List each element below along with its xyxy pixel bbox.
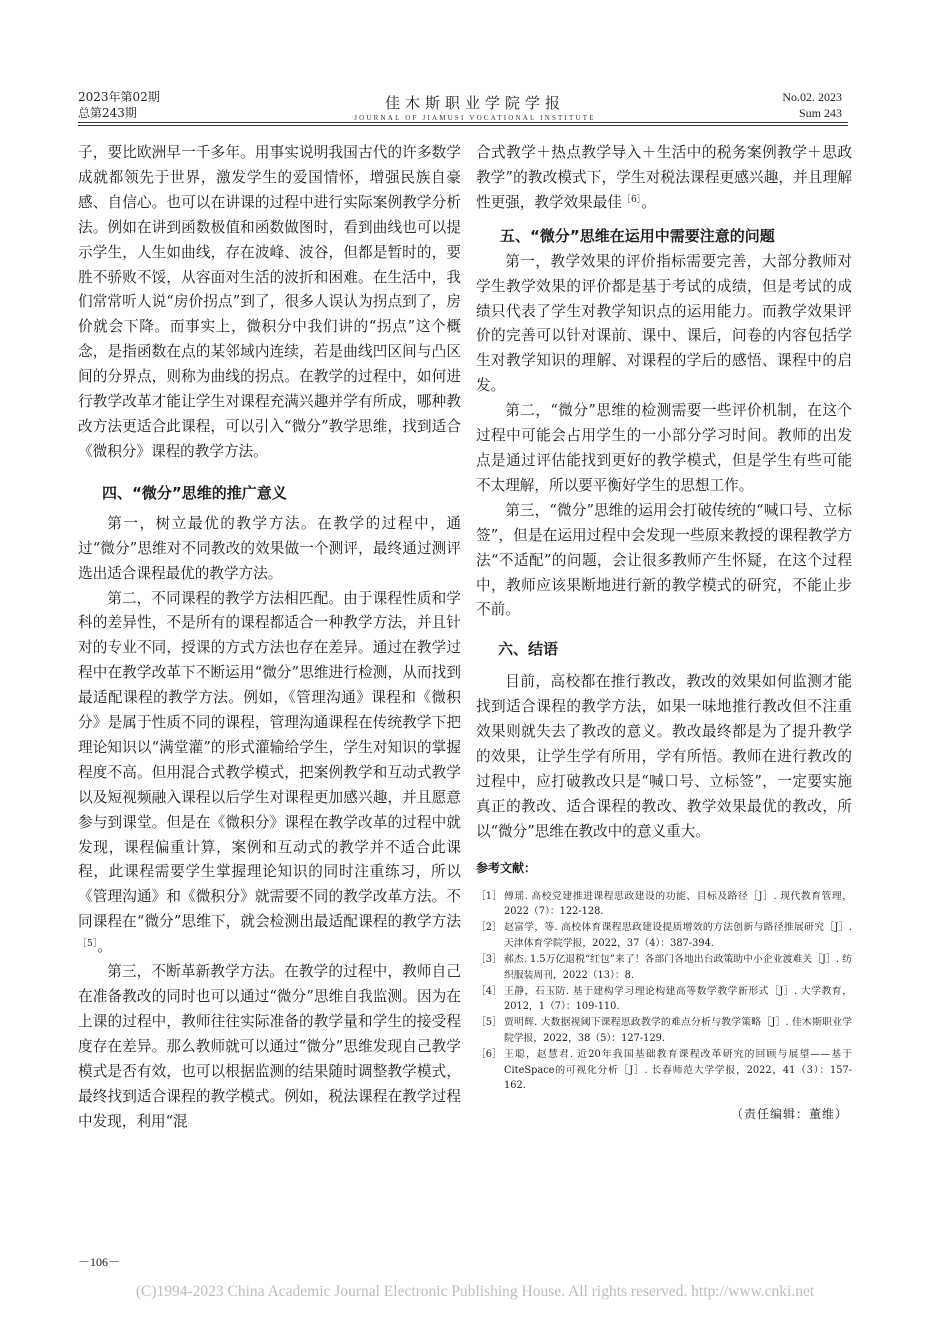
reference-item (476, 889, 852, 920)
header-no: No.02. 2023 (782, 90, 842, 104)
paragraph: 第一，教学效果的评价指标需要完善，大部分教师对学生教学效果的评价都是基于考试的成绩，但是考试的成绩只代表了学生对教学知识点的运用能力。而教学效果评价的完善可以针对课前、课中、课后，问卷的内容包括学生对教学知识的理解、对课程的学后的感悟、课程中的启发。 (476, 252, 852, 395)
reference-text: 贾明辉. 大数据视阈下课程思政教学的难点分析与教学策略［J］. 佳木斯职业学院学报，2022，38（5）：127-129. (504, 1017, 852, 1044)
left-column (78, 141, 461, 1134)
paragraph (476, 141, 852, 216)
reference-text: 郝杰. 1.5万亿退税“红包”来了！各部门各地出台政策助中小企业渡难关［J］. 纺织服装周刊，2022（13）：8. (504, 953, 852, 981)
page-number: －106－ (78, 1255, 121, 1269)
header-rule-top (78, 122, 848, 123)
section-heading: 六、结语 (498, 640, 559, 659)
header-year-issue: 2023年第02期 (78, 90, 160, 104)
right-column (476, 141, 852, 1127)
paragraph-text: 合式教学＋热点教学导入＋生活中的税务案例教学＋思政教学”的教改模式下，学生对税法课程更感兴趣，并且理解性更强，教学效果最佳 (476, 144, 852, 211)
reference-number: ［4］ (476, 985, 502, 997)
reference-text: 傅瑶. 高校党建推进课程思政建设的功能、目标及路径［J］. 现代教育管理，2022（7）：122-128. (504, 890, 852, 918)
reference-text: 王聪，赵慧君. 近20年我国基础教育课程改革研究的回顾与展望——基于CiteSpace的可视化分析［J］. 长春师范大学学报，2022，41（3）：157-162. (504, 1049, 852, 1092)
reference-item (476, 920, 852, 951)
reference-number: ［2］ (476, 922, 502, 934)
paragraph: 子，要比欧洲早一千多年。用事实说明我国古代的许多数学成就都领先于世界，激发学生的爱国情怀，增强民族自豪感、自信心。也可以在讲课的过程中进行实际案例教学分析法。例如在讲到函数极值和函数做图时，看到曲线也可以提示学生，人生如曲线，存在波峰、波谷，但都是暂时的，要胜不骄败不馁，从容面对生活的波折和困难。在生活中，我们常常听人说“房价拐点”到了，很多人误认为拐点到了，房价就会下降。而事实上，微积分中我们讲的“拐点”这个概念，是指函数在点的某邻域内连续，若是曲线凹区间与凸区间的分界点，则称为曲线的拐点。在教学的过程中，如何进行教学改革才能让学生对课程充满兴趣并学有所成，哪种教改方法更适合此课程，可以引入“微分”教学思维，找到适合《微积分》课程的教学方法。 (78, 144, 461, 460)
reference-item (476, 1015, 852, 1046)
paragraph: 第二，“微分”思维的检测需要一些评价机制，在这个过程中可能会占用学生的一小部分学习时间。教师的出发点是通过评估能找到更好的教学模式，但是学生有些可能不太理解，所以要平衡好学生的思想工作。 (476, 402, 852, 494)
paragraph: 第三，“微分”思维的运用会打破传统的“喊口号、立标签”，但是在运用过程中会发现一些原来教授的课程教学方法“不适配”的问题，会让很多教师产生怀疑，在这个过程中，教师应该果断地进行新的教学模式的研究，不能止步不前。 (476, 501, 852, 619)
punctuation: 。 (641, 193, 656, 211)
reference-number: ［1］ (476, 890, 502, 902)
header-sum: Sum 243 (798, 106, 842, 120)
journal-title-en: JOURNAL OF JIAMUSI VOCATIONAL INSTITUTE (354, 114, 596, 122)
reference-text: 王静，石玉防. 基于建构学习理论构建高等数学教学新形式［J］. 大学教育，2012，1（7）：109-110. (504, 985, 852, 1013)
header-rule-bottom (78, 125, 848, 126)
copyright-notice: (C)1994-2023 China Academic Journal Electronic Publishing House. All rights reserved. http://www.cnki.net (135, 1283, 815, 1300)
punctuation: 。 (97, 938, 112, 956)
paragraph-text: 第二，不同课程的教学方法相匹配。由于课程性质和学科的差异性，不是所有的课程都适合一种教学方法，并且针对的专业不同，授课的方式方法也存在差异。通过在教学过程中在教学改革下不断运用“微分”思维进行检测，从而找到最适配课程的教学方法。例如，《管理沟通》课程和《微积分》是属于性质不同的课程，管理沟通课程在传统教学下把理论知识以“满堂灌”的形式灌输给学生，学生对知识的掌握程度不高。但用混合式教学模式，把案例教学和互动式教学以及短视频融入课程以后学生对课程更加感兴趣，并且愿意参与到课堂。但是在《微积分》课程在教学改革的过程中就发现，课程偏重计算，案例和互动式的教学并不适合此课程，此课程需要学生掌握理论知识的同时注重练习，所以《管理沟通》和《微积分》就需要不同的教学改革方法。不同课程在“微分”思维下，就会检测出最适配课程的教学方法 (78, 589, 461, 931)
reference-item (476, 984, 852, 1015)
responsible-editor: （责任编辑：董维） (730, 1106, 848, 1121)
paragraph: 第一，树立最优的教学方法。在教学的过程中，通过“微分”思维对不同教改的效果做一个测评，最终通过测评选出适合课程最优的教学方法。 (78, 514, 461, 582)
section-heading: 五、“微分”思维在运用中需要注意的问题 (500, 226, 775, 245)
references-heading: 参考文献： (476, 860, 537, 875)
paragraph (78, 587, 461, 961)
reference-number: ［3］ (476, 953, 502, 965)
section-heading: 四、“微分”思维的推广意义 (102, 483, 287, 502)
reference-list (476, 889, 852, 1094)
reference-item (476, 952, 852, 983)
reference-text: 赵富学，等. 高校体育课程思政建设提质增效的方法创新与路径推展研究［J］. 天津体育学院学报，2022，37（4）：387-394. (504, 922, 852, 949)
citation-ref[interactable]: ［6］ (621, 194, 642, 205)
reference-item (476, 1047, 852, 1094)
paragraph: 第三，不断革新教学方法。在教学的过程中，教师自己在准备教改的同时也可以通过“微分”思维自我监测。因为在上课的过程中，教师往往实际准备的教学量和学生的接受程度存在差异。那么教师就可以通过“微分”思维发现自己教学模式是否有效，也可以根据监测的结果随时调整教学模式，最终找到适合课程的教学模式。例如，税法课程在教学过程中发现，利用“混 (78, 963, 461, 1130)
reference-number: ［5］ (476, 1017, 502, 1029)
citation-ref[interactable]: ［5］ (78, 939, 98, 950)
header-total-issue: 总第243期 (78, 106, 137, 120)
reference-number: ［6］ (476, 1049, 502, 1060)
paragraph: 目前，高校都在推行教改，教改的效果如何监测才能找到适合课程的教学方法，如果一味地推行教改但不注重效果则就失去了教改的意义。教改最终都是为了提升教学的效果，让学生学有所用，学有所悟。教师在进行教改的过程中，应打破教改只是“喊口号、立标签”，一定要实施真正的教改、适合课程的教改、教学效果最优的教改，所以“微分”思维在教改中的意义重大。 (476, 673, 852, 840)
journal-title: 佳木斯职业学院学报 (384, 94, 565, 112)
header-issue-number (782, 89, 842, 121)
